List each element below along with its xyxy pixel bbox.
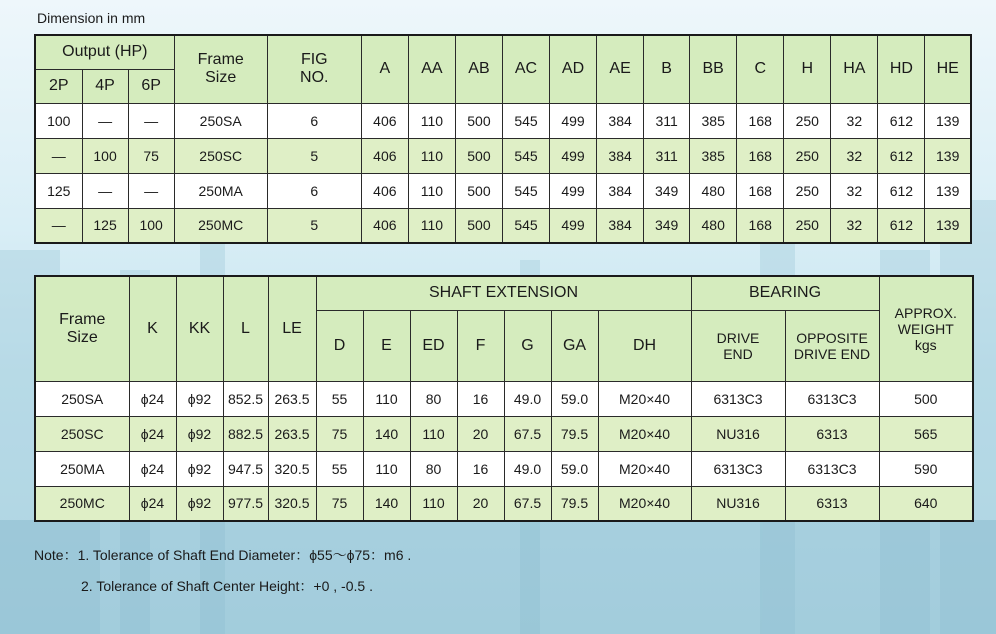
cell-ad: 499 xyxy=(550,208,597,243)
cell-b: 311 xyxy=(644,103,690,138)
cell-ha: 32 xyxy=(831,208,878,243)
cell-frame: 250SA xyxy=(174,103,267,138)
table-row xyxy=(35,381,973,416)
col-header-g: G xyxy=(504,310,551,381)
col-header-f: F xyxy=(457,310,504,381)
cell-fig: 6 xyxy=(267,173,361,208)
col-header-ac: AC xyxy=(502,35,549,103)
cell-e: 140 xyxy=(363,416,410,451)
cell-ed: 80 xyxy=(410,381,457,416)
cell-ha: 32 xyxy=(831,138,878,173)
cell-g: 49.0 xyxy=(504,381,551,416)
cell-aa: 110 xyxy=(408,208,455,243)
cell-le: 320.5 xyxy=(268,451,316,486)
cell-dh: M20×40 xyxy=(598,416,691,451)
cell-he: 139 xyxy=(925,173,971,208)
cell-ae: 384 xyxy=(597,138,644,173)
cell-a: 406 xyxy=(361,173,408,208)
cell-fig: 5 xyxy=(267,208,361,243)
cell-h: 250 xyxy=(784,208,831,243)
table-row xyxy=(35,416,973,451)
cell-d: 75 xyxy=(316,486,363,521)
shaft-extension-header: SHAFT EXTENSION xyxy=(316,276,691,310)
col-header-hd: HD xyxy=(878,35,925,103)
cell-2p: — xyxy=(35,208,82,243)
col-header-c: C xyxy=(737,35,784,103)
cell-k: ϕ24 xyxy=(129,381,176,416)
cell-6p: 75 xyxy=(128,138,174,173)
col-header-l: L xyxy=(223,276,268,381)
cell-g: 49.0 xyxy=(504,451,551,486)
col-header-le: LE xyxy=(268,276,316,381)
cell-ac: 545 xyxy=(502,208,549,243)
col-header-ab: AB xyxy=(455,35,502,103)
cell-hd: 612 xyxy=(878,173,925,208)
cell-opposite-drive-end: 6313 xyxy=(785,486,879,521)
cell-kk: ϕ92 xyxy=(176,381,223,416)
cell-l: 852.5 xyxy=(223,381,268,416)
cell-frame: 250SA xyxy=(35,381,129,416)
cell-c: 168 xyxy=(737,138,784,173)
cell-d: 55 xyxy=(316,451,363,486)
cell-f: 16 xyxy=(457,451,504,486)
col-header-ga: GA xyxy=(551,310,598,381)
cell-a: 406 xyxy=(361,208,408,243)
cell-6p: — xyxy=(128,103,174,138)
cell-frame: 250MA xyxy=(35,451,129,486)
approx-weight-header: APPROX. WEIGHT kgs xyxy=(879,276,973,381)
cell-d: 75 xyxy=(316,416,363,451)
cell-2p: 125 xyxy=(35,173,82,208)
pole-2p-header: 2P xyxy=(35,69,82,103)
cell-a: 406 xyxy=(361,138,408,173)
cell-drive-end: NU316 xyxy=(691,486,785,521)
cell-g: 67.5 xyxy=(504,416,551,451)
cell-he: 139 xyxy=(925,103,971,138)
pole-6p-header: 6P xyxy=(128,69,174,103)
table-row xyxy=(35,103,971,138)
cell-weight: 500 xyxy=(879,381,973,416)
cell-le: 263.5 xyxy=(268,381,316,416)
cell-hd: 612 xyxy=(878,138,925,173)
cell-ga: 79.5 xyxy=(551,416,598,451)
cell-2p: 100 xyxy=(35,103,82,138)
col-header-a: A xyxy=(361,35,408,103)
col-header-d: D xyxy=(316,310,363,381)
cell-le: 320.5 xyxy=(268,486,316,521)
cell-dh: M20×40 xyxy=(598,381,691,416)
cell-bb: 385 xyxy=(690,103,737,138)
cell-k: ϕ24 xyxy=(129,416,176,451)
cell-ed: 110 xyxy=(410,416,457,451)
cell-f: 16 xyxy=(457,381,504,416)
pole-4p-header: 4P xyxy=(82,69,128,103)
notes xyxy=(34,545,411,607)
cell-bb: 480 xyxy=(690,208,737,243)
col-header-e: E xyxy=(363,310,410,381)
cell-h: 250 xyxy=(784,138,831,173)
cell-e: 110 xyxy=(363,451,410,486)
cell-ac: 545 xyxy=(502,103,549,138)
cell-a: 406 xyxy=(361,103,408,138)
col-header-dh: DH xyxy=(598,310,691,381)
cell-opposite-drive-end: 6313C3 xyxy=(785,381,879,416)
cell-kk: ϕ92 xyxy=(176,486,223,521)
cell-fig: 6 xyxy=(267,103,361,138)
cell-aa: 110 xyxy=(408,103,455,138)
col-header-ed: ED xyxy=(410,310,457,381)
cell-ab: 500 xyxy=(455,173,502,208)
cell-4p: — xyxy=(82,103,128,138)
cell-kk: ϕ92 xyxy=(176,451,223,486)
dimension-table xyxy=(34,34,972,244)
drive-end-header: DRIVE END xyxy=(691,310,785,381)
cell-h: 250 xyxy=(784,103,831,138)
cell-c: 168 xyxy=(737,208,784,243)
cell-e: 140 xyxy=(363,486,410,521)
cell-opposite-drive-end: 6313C3 xyxy=(785,451,879,486)
cell-hd: 612 xyxy=(878,103,925,138)
fig-no-header: FIG NO. xyxy=(267,35,361,103)
cell-ga: 79.5 xyxy=(551,486,598,521)
table-row xyxy=(35,208,971,243)
cell-ac: 545 xyxy=(502,173,549,208)
table-row xyxy=(35,173,971,208)
cell-ab: 500 xyxy=(455,103,502,138)
cell-ga: 59.0 xyxy=(551,451,598,486)
cell-dh: M20×40 xyxy=(598,486,691,521)
cell-fig: 5 xyxy=(267,138,361,173)
cell-bb: 385 xyxy=(690,138,737,173)
cell-l: 977.5 xyxy=(223,486,268,521)
col-header-he: HE xyxy=(925,35,971,103)
cell-l: 947.5 xyxy=(223,451,268,486)
unit-label: Dimension in mm xyxy=(37,10,146,26)
cell-ed: 110 xyxy=(410,486,457,521)
cell-weight: 565 xyxy=(879,416,973,451)
cell-ae: 384 xyxy=(597,208,644,243)
output-hp-header: Output (HP) xyxy=(35,35,174,69)
note-line-1: Note：1. Tolerance of Shaft End Diameter：ϕ55～ϕ75：m6 . xyxy=(34,547,412,563)
cell-kk: ϕ92 xyxy=(176,416,223,451)
col-header-ad: AD xyxy=(550,35,597,103)
cell-ad: 499 xyxy=(550,173,597,208)
cell-b: 349 xyxy=(644,173,690,208)
cell-ha: 32 xyxy=(831,103,878,138)
cell-2p: — xyxy=(35,138,82,173)
cell-4p: — xyxy=(82,173,128,208)
col-header-h: H xyxy=(784,35,831,103)
col-header-b: B xyxy=(644,35,690,103)
col-header-kk: KK xyxy=(176,276,223,381)
cell-drive-end: 6313C3 xyxy=(691,381,785,416)
cell-f: 20 xyxy=(457,486,504,521)
cell-he: 139 xyxy=(925,208,971,243)
frame-size-header: Frame Size xyxy=(174,35,267,103)
cell-ae: 384 xyxy=(597,173,644,208)
cell-h: 250 xyxy=(784,173,831,208)
shaft-bearing-table xyxy=(34,275,974,522)
cell-ad: 499 xyxy=(550,138,597,173)
cell-aa: 110 xyxy=(408,138,455,173)
cell-bb: 480 xyxy=(690,173,737,208)
cell-g: 67.5 xyxy=(504,486,551,521)
cell-4p: 125 xyxy=(82,208,128,243)
cell-k: ϕ24 xyxy=(129,486,176,521)
cell-b: 311 xyxy=(644,138,690,173)
cell-opposite-drive-end: 6313 xyxy=(785,416,879,451)
cell-frame: 250SC xyxy=(174,138,267,173)
opposite-drive-end-header: OPPOSITE DRIVE END xyxy=(785,310,879,381)
cell-c: 168 xyxy=(737,173,784,208)
cell-frame: 250MC xyxy=(35,486,129,521)
col-header-aa: AA xyxy=(408,35,455,103)
bearing-header: BEARING xyxy=(691,276,879,310)
cell-frame: 250SC xyxy=(35,416,129,451)
cell-ae: 384 xyxy=(597,103,644,138)
cell-frame: 250MA xyxy=(174,173,267,208)
cell-weight: 640 xyxy=(879,486,973,521)
cell-weight: 590 xyxy=(879,451,973,486)
col-header-bb: BB xyxy=(690,35,737,103)
cell-d: 55 xyxy=(316,381,363,416)
cell-hd: 612 xyxy=(878,208,925,243)
cell-k: ϕ24 xyxy=(129,451,176,486)
cell-drive-end: NU316 xyxy=(691,416,785,451)
cell-4p: 100 xyxy=(82,138,128,173)
cell-6p: — xyxy=(128,173,174,208)
cell-l: 882.5 xyxy=(223,416,268,451)
col-header-k: K xyxy=(129,276,176,381)
cell-ad: 499 xyxy=(550,103,597,138)
cell-frame: 250MC xyxy=(174,208,267,243)
cell-drive-end: 6313C3 xyxy=(691,451,785,486)
cell-aa: 110 xyxy=(408,173,455,208)
cell-ab: 500 xyxy=(455,208,502,243)
cell-ed: 80 xyxy=(410,451,457,486)
frame-size-header: Frame Size xyxy=(35,276,129,381)
cell-ga: 59.0 xyxy=(551,381,598,416)
cell-ha: 32 xyxy=(831,173,878,208)
cell-e: 110 xyxy=(363,381,410,416)
cell-6p: 100 xyxy=(128,208,174,243)
cell-he: 139 xyxy=(925,138,971,173)
table-row xyxy=(35,486,973,521)
note-line-2: 2. Tolerance of Shaft Center Height：+0 , -0.5 . xyxy=(81,578,373,594)
cell-ac: 545 xyxy=(502,138,549,173)
cell-le: 263.5 xyxy=(268,416,316,451)
cell-dh: M20×40 xyxy=(598,451,691,486)
col-header-ae: AE xyxy=(597,35,644,103)
cell-c: 168 xyxy=(737,103,784,138)
cell-b: 349 xyxy=(644,208,690,243)
cell-ab: 500 xyxy=(455,138,502,173)
cell-f: 20 xyxy=(457,416,504,451)
col-header-ha: HA xyxy=(831,35,878,103)
table-row xyxy=(35,138,971,173)
table-row xyxy=(35,451,973,486)
